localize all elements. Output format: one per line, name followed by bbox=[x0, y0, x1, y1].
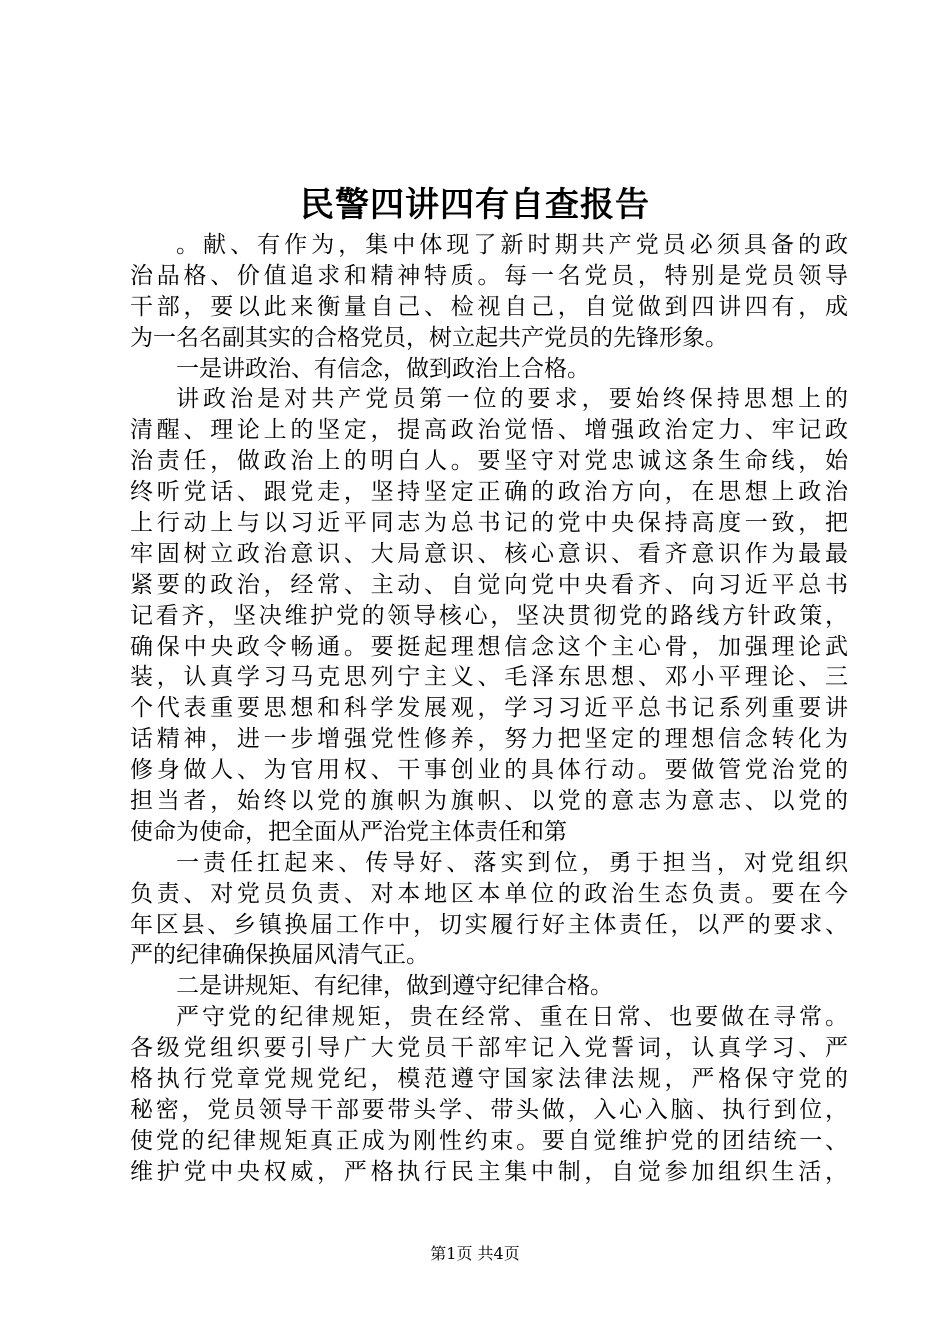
body-text-line: 终听党话、跟党走，坚持坚定正确的政治方向，在思想上政治 bbox=[130, 479, 848, 506]
body-text-line: 紧要的政治，经常、主动、自觉向党中央看齐、向习近平总书 bbox=[130, 571, 848, 598]
body-text-line: 秘密，党员领导干部要带头学、带头做，入心入脑、执行到位， bbox=[130, 1096, 848, 1123]
body-text-line: 清醒、理论上的坚定，提高政治觉悟、增强政治定力、牢记政 bbox=[130, 417, 848, 444]
body-text-line: 年区县、乡镇换届工作中，切实履行好主体责任，以严的要求、 bbox=[130, 911, 848, 938]
body-text-line: 使党的纪律规矩真正成为刚性约束。要自觉维护党的团结统一、 bbox=[130, 1127, 848, 1154]
body-text-line: 装，认真学习马克思列宁主义、毛泽东思想、邓小平理论、三 bbox=[130, 664, 848, 691]
body-text-line: 牢固树立政治意识、大局意识、核心意识、看齐意识作为最最 bbox=[130, 540, 848, 567]
body-text-line: 担当者，始终以党的旗帜为旗帜、以党的意志为意志、以党的 bbox=[130, 788, 848, 815]
body-text-line: 二是讲规矩、有纪律，做到遵守纪律合格。 bbox=[176, 973, 613, 1000]
body-text-line: 上行动上与以习近平同志为总书记的党中央保持高度一致，把 bbox=[130, 510, 848, 537]
document-body bbox=[130, 230, 848, 1188]
body-text-line: 为一名名副其实的合格党员，树立起共产党员的先锋形象。 bbox=[130, 324, 728, 351]
body-text-line: 个代表重要思想和科学发展观，学习习近平总书记系列重要讲 bbox=[130, 695, 848, 722]
page-footer: 第1页 共4页 bbox=[430, 1244, 520, 1263]
body-text-line: 各级党组织要引导广大党员干部牢记入党誓词，认真学习、严 bbox=[130, 1035, 848, 1062]
body-text-line: 一是讲政治、有信念，做到政治上合格。 bbox=[176, 355, 590, 382]
body-text-line: 记看齐，坚决维护党的领导核心，坚决贯彻党的路线方针政策， bbox=[130, 602, 848, 629]
body-text-line: 话精神，进一步增强党性修养，努力把坚定的理想信念转化为 bbox=[130, 726, 848, 753]
body-text-line: 负责、对党员负责、对本地区本单位的政治生态负责。要在今 bbox=[130, 880, 848, 907]
body-text-line: 干部，要以此来衡量自己、检视自己，自觉做到四讲四有，成 bbox=[130, 293, 848, 320]
body-text-line: 格执行党章党规党纪，模范遵守国家法律法规，严格保守党的 bbox=[130, 1066, 848, 1093]
body-text-line: 治品格、价值追求和精神特质。每一名党员，特别是党员领导 bbox=[130, 262, 848, 289]
body-text-line: 讲政治是对共产党员第一位的要求，要始终保持思想上的 bbox=[176, 386, 848, 413]
document-title: 民警四讲四有自查报告 bbox=[300, 185, 650, 225]
body-text-line: 严守党的纪律规矩，贵在经常、重在日常、也要做在寻常。 bbox=[176, 1004, 848, 1031]
body-text-line: 一责任扛起来、传导好、落实到位，勇于担当，对党组织 bbox=[176, 849, 848, 876]
body-text-line: 修身做人、为官用权、干事创业的具体行动。要做管党治党的 bbox=[130, 757, 848, 784]
body-text-line: 治责任，做政治上的明白人。要坚守对党忠诚这条生命线，始 bbox=[130, 448, 848, 475]
body-text-line: 使命为使命，把全面从严治党主体责任和第 bbox=[130, 818, 567, 845]
body-text-line: 严的纪律确保换届风清气正。 bbox=[130, 942, 429, 969]
body-text-line: 维护党中央权威，严格执行民主集中制，自觉参加组织生活， bbox=[130, 1158, 848, 1185]
body-text-line: 。献、有作为，集中体现了新时期共产党员必须具备的政 bbox=[176, 232, 848, 258]
body-text-line: 确保中央政令畅通。要挺起理想信念这个主心骨，加强理论武 bbox=[130, 633, 848, 660]
